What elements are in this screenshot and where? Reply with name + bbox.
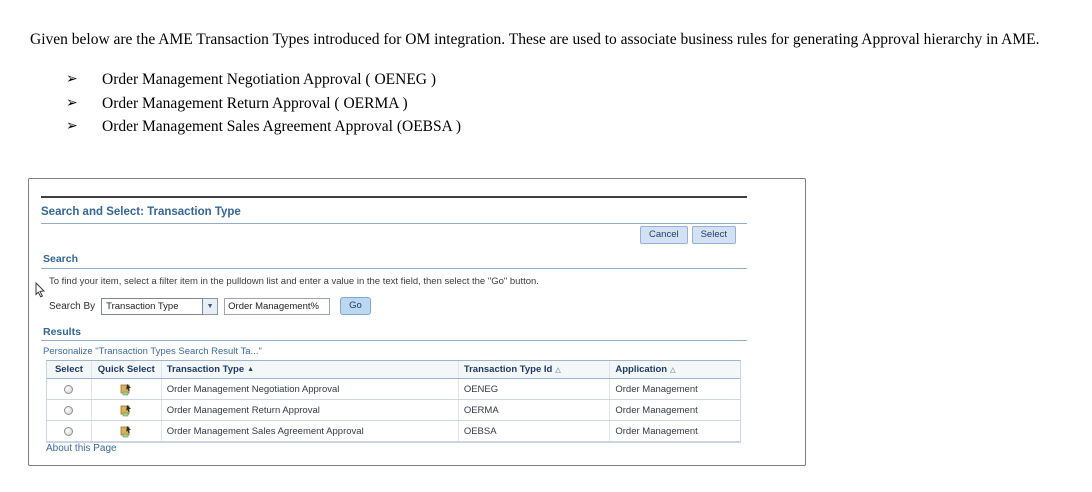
bullet-text: Order Management Negotiation Approval ( OENEG ): [102, 71, 437, 88]
quick-select-button[interactable]: [120, 383, 132, 396]
search-by-row: [49, 297, 371, 315]
search-section-header: Search: [43, 253, 79, 265]
results-table: [46, 360, 741, 443]
quick-select-icon: [120, 404, 132, 417]
bullet-item: [30, 68, 1064, 92]
document-body: [30, 28, 1064, 139]
column-header-transaction-type[interactable]: Transaction Type ▲: [162, 361, 459, 378]
cancel-button[interactable]: Cancel: [640, 226, 688, 244]
chevron-down-icon[interactable]: ▼: [203, 298, 218, 315]
search-instruction: To find your item, select a filter item in the pulldown list and enter a value in the text field, then select the "Go" button.: [49, 276, 539, 287]
sort-ascending-icon[interactable]: ▲: [247, 366, 255, 373]
quick-select-button[interactable]: [120, 425, 132, 438]
arrow-bullet-icon: ➢: [66, 72, 78, 87]
cell-transaction-type-id: OENEG: [459, 379, 611, 399]
bullet-list: [30, 68, 1064, 139]
go-button[interactable]: Go: [340, 297, 371, 315]
results-section-header: Results: [43, 326, 81, 338]
search-by-dropdown[interactable]: [101, 298, 218, 315]
select-radio[interactable]: [64, 385, 73, 394]
cell-application: Order Management: [615, 404, 698, 416]
column-header-transaction-type-id[interactable]: Transaction Type Id △: [459, 361, 611, 378]
arrow-bullet-icon: ➢: [66, 95, 78, 111]
column-header-application[interactable]: Application △: [615, 364, 676, 375]
table-row: [47, 400, 740, 421]
screenshot-frame: [28, 178, 806, 466]
table-header-row: [47, 361, 740, 379]
cell-transaction-type: Order Management Sales Agreement Approval: [162, 421, 459, 441]
action-buttons: [640, 226, 736, 244]
table-row: [47, 379, 740, 400]
bullet-text: Order Management Return Approval ( OERMA ): [102, 94, 408, 112]
about-this-page-link[interactable]: About this Page: [46, 443, 117, 454]
cell-transaction-type: Order Management Return Approval: [162, 400, 459, 420]
results-divider: [41, 340, 747, 341]
mouse-cursor-icon: [33, 282, 47, 298]
column-header-quick-select: Quick Select: [92, 361, 162, 378]
cell-application: Order Management: [615, 425, 698, 437]
search-input[interactable]: [224, 298, 330, 315]
cell-transaction-type-id: OEBSA: [459, 421, 611, 441]
sort-unsorted-icon[interactable]: △: [670, 366, 676, 374]
personalize-link[interactable]: Personalize "Transaction Types Search Result Ta...": [43, 346, 262, 357]
select-radio[interactable]: [64, 406, 73, 415]
quick-select-button[interactable]: [120, 404, 132, 417]
table-row: [47, 421, 740, 442]
dialog-title: Search and Select: Transaction Type: [41, 206, 241, 218]
column-header-select: Select: [47, 361, 92, 378]
sort-unsorted-icon[interactable]: △: [555, 366, 561, 374]
search-by-label: Search By: [49, 300, 96, 312]
cell-transaction-type: Order Management Negotiation Approval: [162, 379, 459, 399]
quick-select-icon: [120, 383, 132, 396]
cell-transaction-type-id: OERMA: [459, 400, 611, 420]
search-divider: [41, 268, 747, 269]
select-radio[interactable]: [64, 427, 73, 436]
arrow-bullet-icon: ➢: [66, 119, 78, 134]
cell-application: Order Management: [615, 383, 698, 395]
intro-paragraph: Given below are the AME Transaction Types introduced for OM integration. These are used to associate business rules for generating Approval hierarchy in AME.: [30, 31, 1040, 48]
top-divider: [41, 196, 747, 198]
select-button[interactable]: Select: [692, 226, 736, 244]
bullet-item: [30, 92, 1064, 116]
quick-select-icon: [120, 425, 132, 438]
search-by-dropdown-value[interactable]: Transaction Type: [101, 298, 203, 315]
bullet-item: [30, 115, 1064, 139]
bullet-text: Order Management Sales Agreement Approval (OEBSA ): [102, 118, 461, 135]
title-divider: [41, 223, 747, 224]
